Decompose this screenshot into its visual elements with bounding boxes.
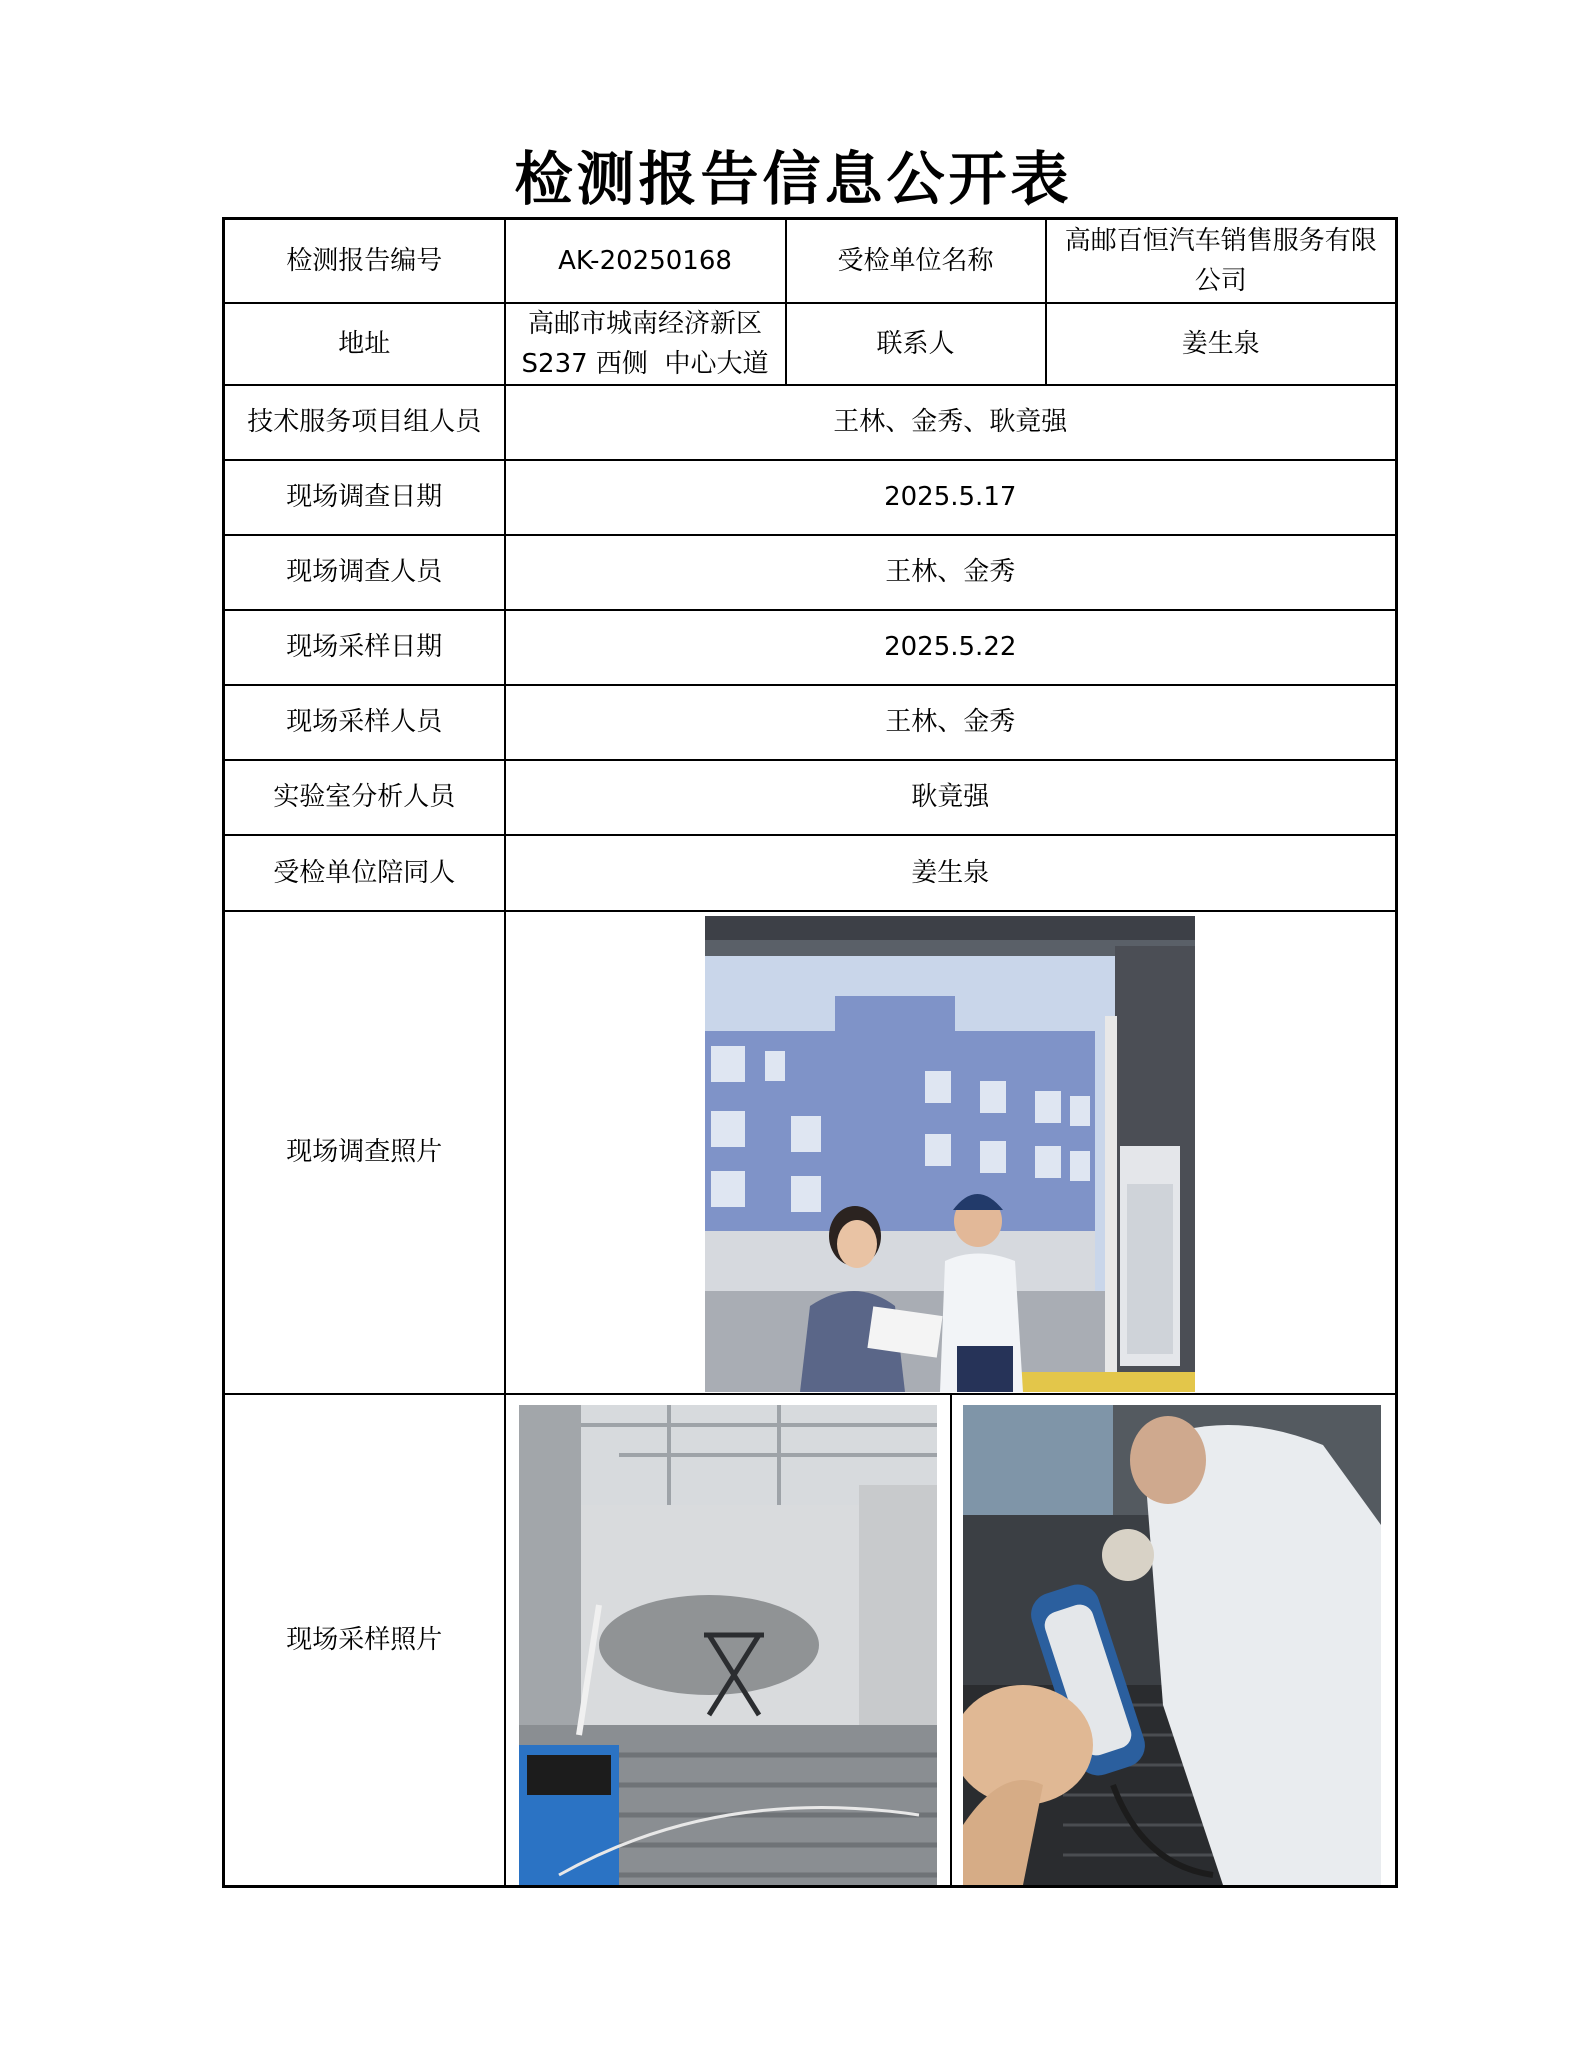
report-table [222, 217, 1398, 1888]
table-row [224, 760, 1397, 835]
escort-value: 姜生泉 [505, 835, 1397, 911]
survey-photo-label: 现场调查照片 [224, 911, 505, 1394]
sampling-date-label: 现场采样日期 [224, 610, 505, 685]
sampling-photo-meter [963, 1405, 1381, 1885]
sampling-staff-label: 现场采样人员 [224, 685, 505, 760]
survey-date-value: 2025.5.17 [505, 460, 1397, 535]
address-line-2: S237 西侧 中心大道 [521, 348, 769, 379]
address-label: 地址 [224, 303, 505, 385]
table-row [224, 219, 1397, 303]
table-row [224, 685, 1397, 760]
table-row [224, 385, 1397, 460]
lab-staff-value: 耿竟强 [505, 760, 1397, 835]
lab-staff-label: 实验室分析人员 [224, 760, 505, 835]
survey-photo-cell [505, 911, 1397, 1394]
table-row [224, 610, 1397, 685]
sampling-photo-booth [519, 1405, 937, 1885]
table-row [224, 835, 1397, 911]
survey-date-label: 现场调查日期 [224, 460, 505, 535]
address-line-1: 高邮市城南经济新区 [527, 308, 762, 339]
contact-label: 联系人 [786, 303, 1046, 385]
table-row [224, 303, 1397, 385]
report-no-label: 检测报告编号 [224, 219, 505, 303]
report-no-value: AK-20250168 [505, 219, 786, 303]
unit-name-value: 高邮百恒汽车销售服务有限公司 [1046, 219, 1397, 303]
sampling-photo-label: 现场采样照片 [224, 1394, 505, 1887]
sampling-photos-cell [505, 1394, 1397, 1887]
unit-name-label: 受检单位名称 [786, 219, 1046, 303]
table-row [224, 911, 1397, 1394]
address-value [505, 303, 786, 385]
project-members-label: 技术服务项目组人员 [224, 385, 505, 460]
table-row [224, 1394, 1397, 1887]
escort-label: 受检单位陪同人 [224, 835, 505, 911]
sampling-staff-value: 王林、金秀 [505, 685, 1397, 760]
page-title: 检测报告信息公开表 [514, 145, 1073, 213]
sampling-date-value: 2025.5.22 [505, 610, 1397, 685]
project-members-value: 王林、金秀、耿竟强 [505, 385, 1397, 460]
survey-staff-value: 王林、金秀 [505, 535, 1397, 610]
survey-staff-label: 现场调查人员 [224, 535, 505, 610]
photo-divider [950, 1395, 952, 1886]
table-row [224, 535, 1397, 610]
contact-value: 姜生泉 [1046, 303, 1397, 385]
survey-photo [705, 916, 1195, 1392]
table-row [224, 460, 1397, 535]
